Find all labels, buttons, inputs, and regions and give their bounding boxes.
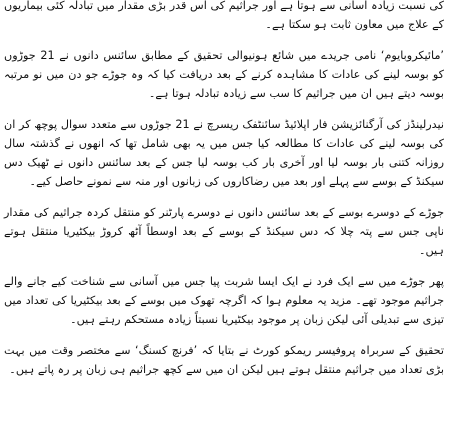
paragraph-bacteria-transfer: جوڑے کے دوسرے بوسے کے بعد سائنس دانوں نے دوسرے پارٹنر کو منتقل کردہ جراثیم کی مقدار ناپی جس سے پتہ چلا کہ دس سیکنڈ کے بوسے کے بعد اوسطاً آٹھ کروڑ بیکٹیریا منتقل ہوتے ہیں۔: [4, 206, 444, 257]
paragraph-microbiome-study: ’مائیکروبایوم‘ نامی جریدے میں شائع ہونیوالی تحقیق کے مطابق سائنس دانوں نے 21 جوڑوں کو بوسہ لینے کی عادات کا مشاہدہ کرنے کے بعد دریافت کیا کہ وہ جوڑے جو دن میں نو مرتبہ بوسہ دیتے ہیں ان میں جراثیم کا سب سے زیادہ تبادلہ ہوتا ہے۔: [4, 49, 444, 100]
paragraph-professor-quote: تحقیق کے سربراہ پروفیسر ریمکو کورٹ نے بتایا کہ ’فرنچ کسنگ‘ سے مختصر وقت میں بہت بڑی تعداد میں جراثیم منتقل ہوتے ہیں لیکن ان میں سے کچھ جراثیم ہی زبان پر رہ پاتے ہیں۔: [4, 344, 444, 376]
paragraph-netherlands-research: نیدرلینڈز کی آرگنائزیشن فار اپلائیڈ سائنٹفک ریسرچ نے 21 جوڑوں سے متعدد سوال پوچھ کر ان کی بوسہ لینے کی عادات کا مطالعہ کیا جس میں یہ بھی شامل تھا کہ انھوں نے گذشتہ سال روزانہ کتنی بار بوسہ لیا اور آخری بار کب بوسہ لیا جس کے بعد سائنس دانوں نے ٹھیک دس سیکنڈ کے بوسے سے پہلے اور بعد میں رضاکاروں کی زبانوں اور منہ سے نمونے حاصل کیے۔: [4, 118, 444, 188]
paragraph-drink-experiment: پھر جوڑے میں سے ایک فرد نے ایک ایسا شربت پیا جس میں آسانی سے شناخت کیے جانے والے جراثیم موجود تھے۔ مزید یہ معلوم ہوا کہ اگرچہ تھوک میں بوسے کے بعد بیکٹیریا کی تعداد میں تیزی سے تبدیلی آئی لیکن زبان پر موجود بیکٹیریا نسبتاً زیادہ مستحکم رہتے ہیں۔: [4, 275, 444, 326]
paragraph-intro-continuation: کی نسبت زیادہ آسانی سے ہوتا ہے اور جراثیم کی اس قدر بڑی مقدار میں تبادلہ کئی بیماریوں کے علاج میں معاون ثابت ہو سکتا ہے۔: [4, 0, 444, 31]
